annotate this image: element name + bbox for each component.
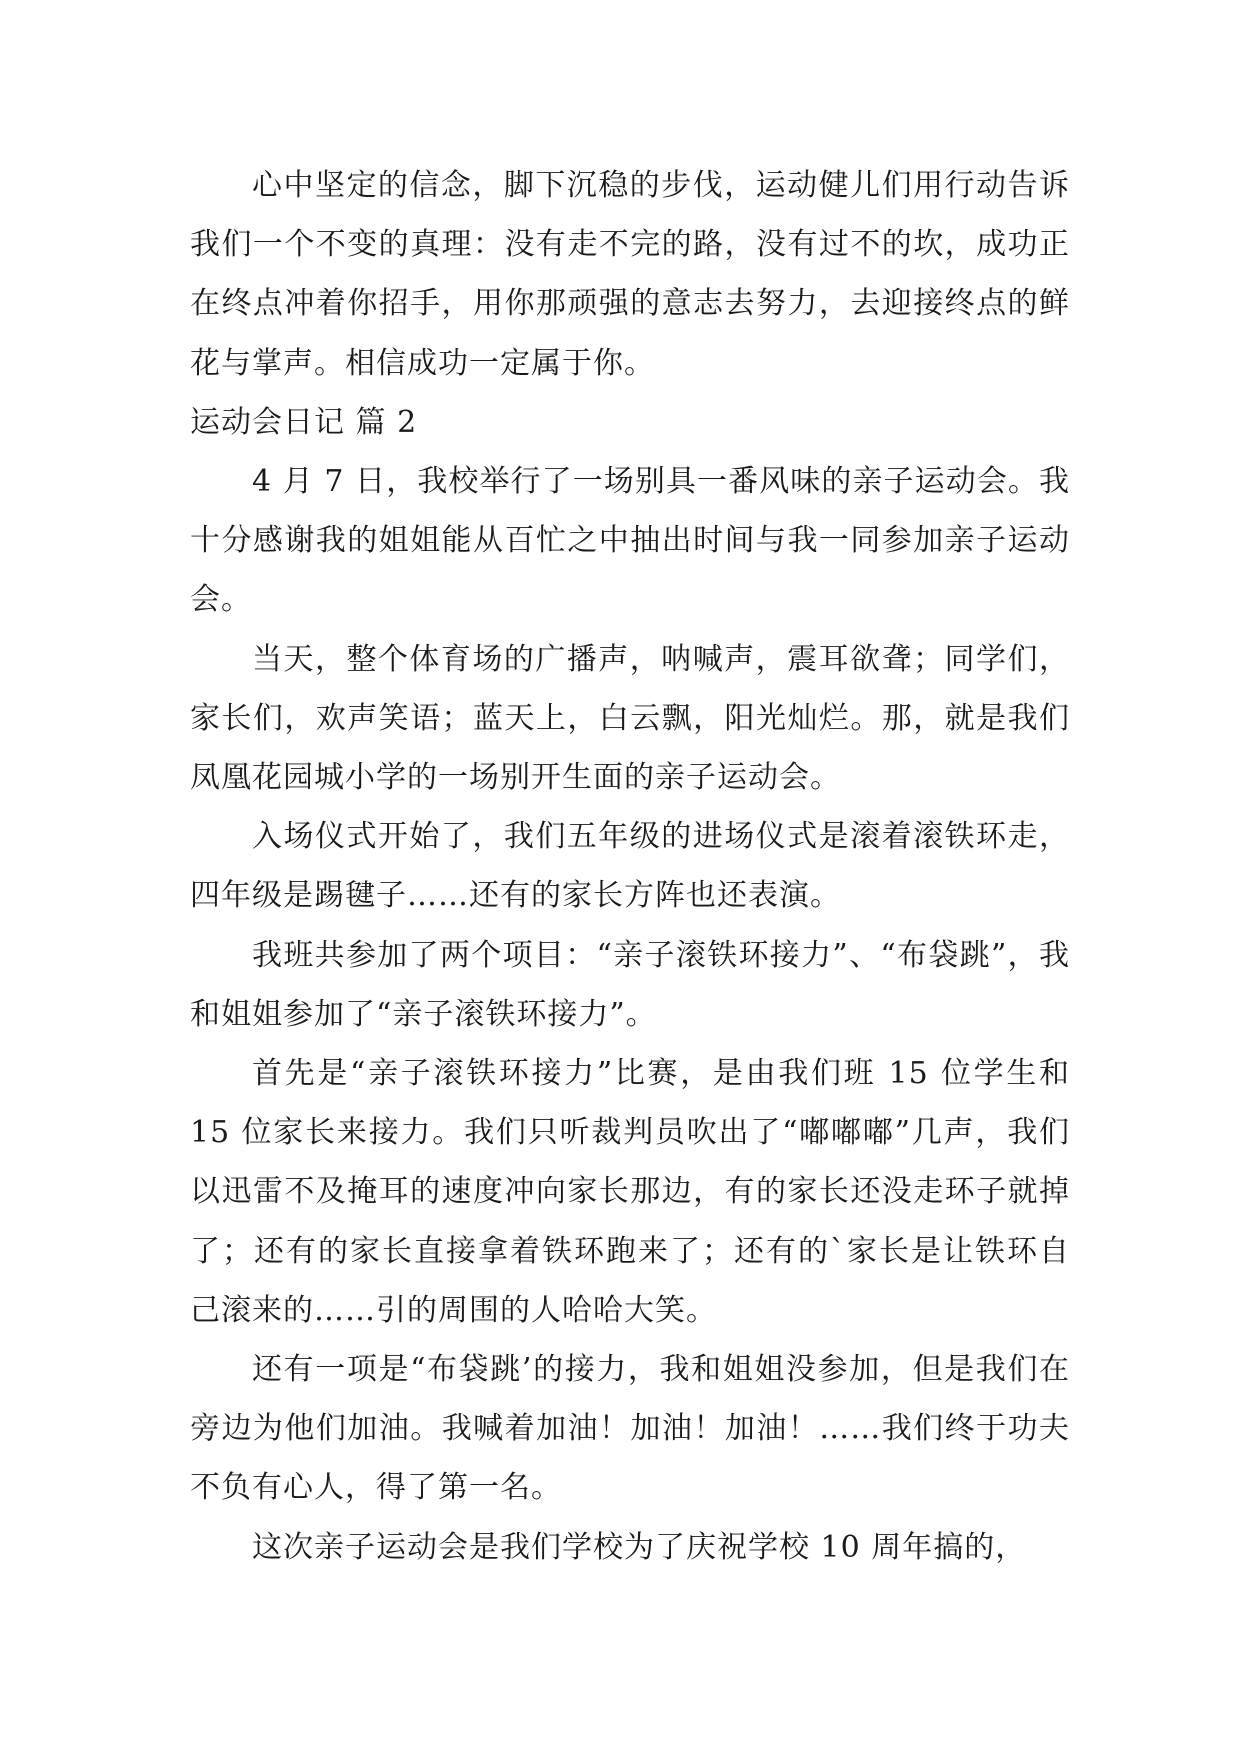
section-heading: 运动会日记 篇 2	[190, 404, 418, 440]
paragraph: 还有一项是“布袋跳’的接力，我和姐姐没参加，但是我们在旁边为他们加油。我喊着加油！加油！加油！……我们终于功夫不负有心人，得了第一名。	[190, 1352, 1070, 1506]
paragraph: 入场仪式开始了，我们五年级的进场仪式是滚着滚铁环走，四年级是踢毽子……还有的家长方阵也还表演。	[190, 819, 1070, 914]
paragraph: 当天，整个体育场的广播声，呐喊声，震耳欲聋；同学们，家长们，欢声笑语；蓝天上，白云飘，阳光灿烂。那，就是我们凤凰花园城小学的一场别开生面的亲子运动会。	[190, 641, 1070, 796]
document-body	[190, 156, 1070, 1577]
paragraph: 心中坚定的信念，脚下沉稳的步伐，运动健儿们用行动告诉我们一个不变的真理：没有走不完的路，没有过不的坎，成功正在终点冲着你招手，用你那顽强的意志去努力，去迎接终点的鲜花与掌声。相信成功一定属于你。	[190, 168, 1070, 381]
paragraph: 4 月 7 日，我校举行了一场别具一番风味的亲子运动会。我十分感谢我的姐姐能从百忙之中抽出时间与我一同参加亲子运动会。	[190, 464, 1070, 618]
paragraph: 这次亲子运动会是我们学校为了庆祝学校 10 周年搞的，	[252, 1529, 1027, 1565]
paragraph: 我班共参加了两个项目：“亲子滚铁环接力”、“布袋跳”，我和姐姐参加了“亲子滚铁环接力”。	[190, 937, 1070, 1032]
paragraph: 首先是“亲子滚铁环接力”比赛，是由我们班 15 位学生和 15 位家长来接力。我们只听裁判员吹出了“嘟嘟嘟”几声，我们以迅雷不及掩耳的速度冲向家长那边，有的家长还没走环子就掉了；还有的家长直接拿着铁环跑来了；还有的`家长是让铁环自己滚来的……引的周围的人哈哈大笑。	[190, 1056, 1070, 1328]
